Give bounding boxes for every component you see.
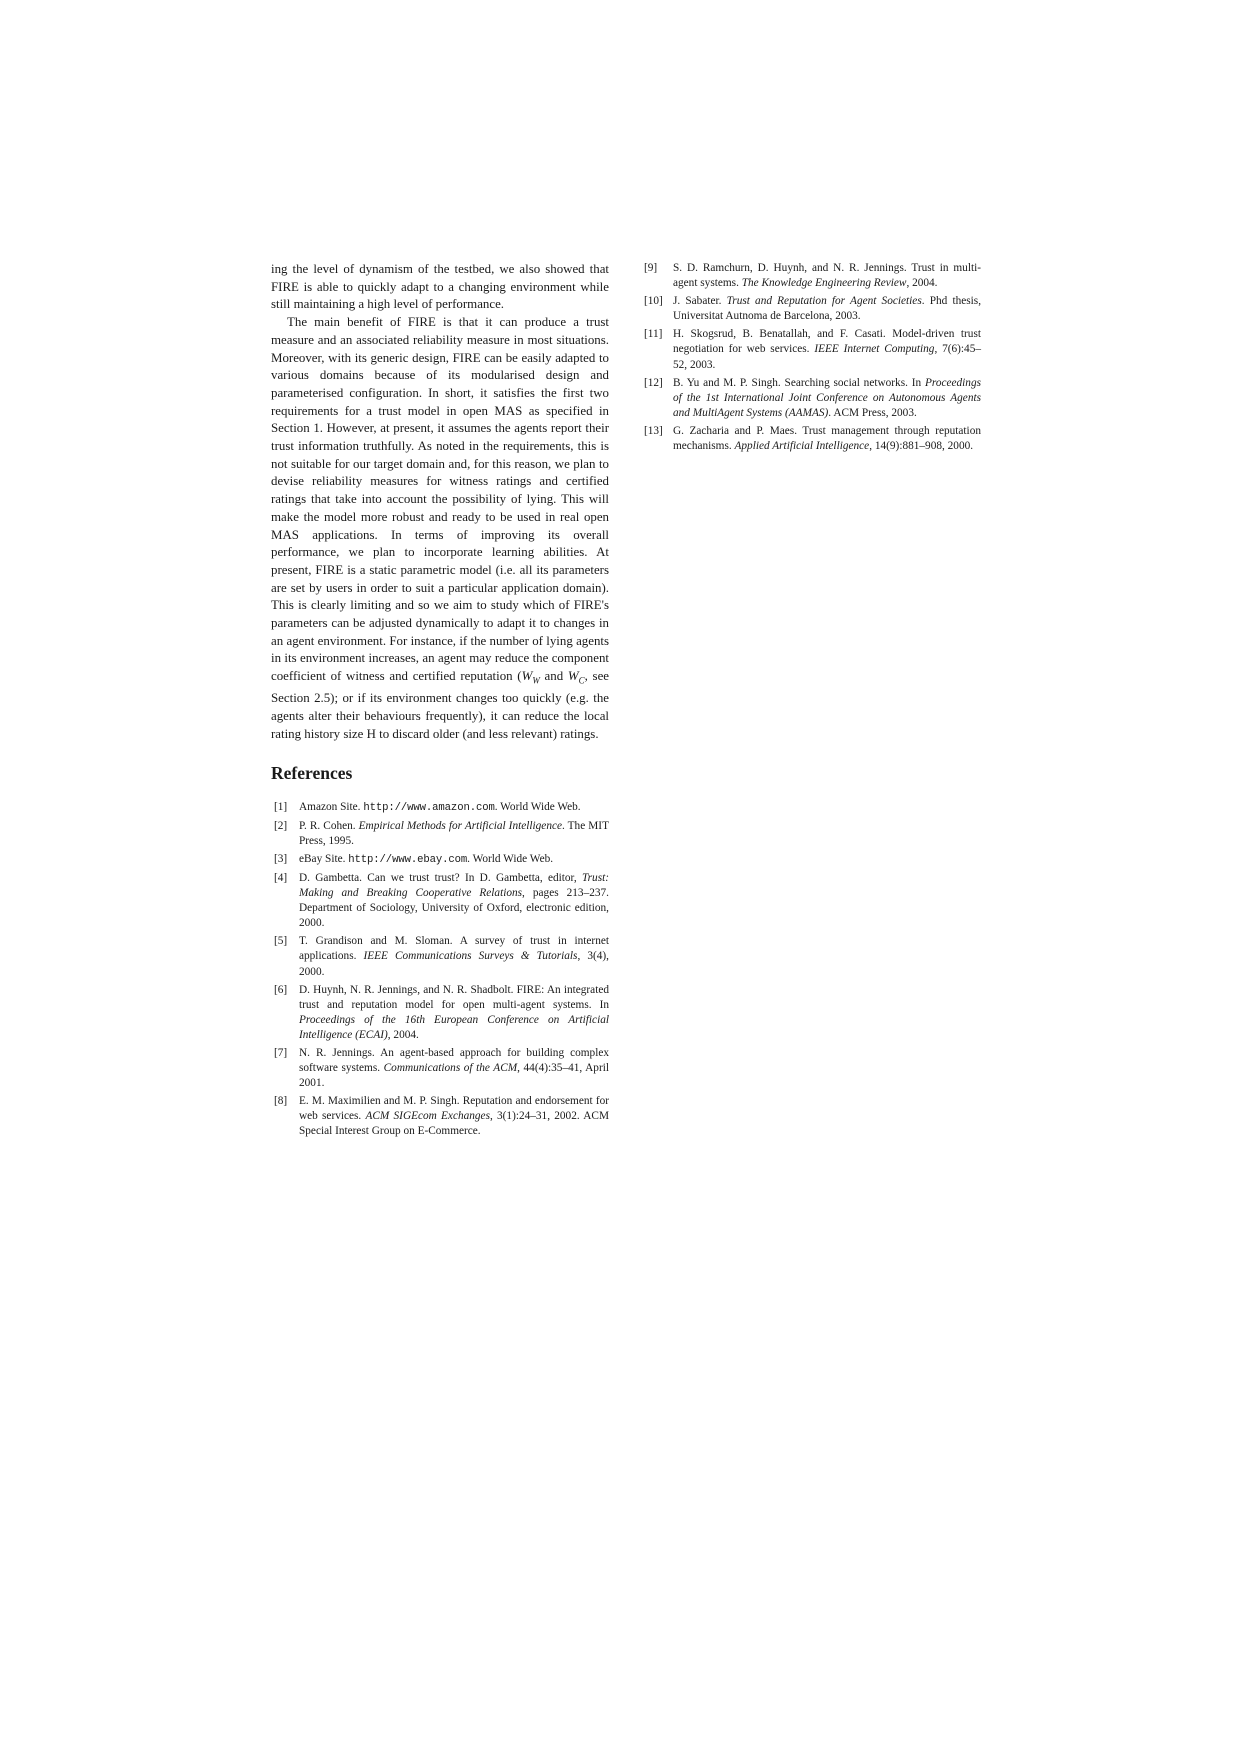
reference-text: IEEE Internet Computing (814, 343, 935, 356)
reference-number: [10] (644, 295, 663, 308)
reference-item (271, 871, 609, 931)
left-column (271, 261, 609, 1143)
reference-number: [8] (274, 1095, 288, 1108)
reference-number: [1] (274, 800, 288, 813)
reference-text: G. Zacharia and P. Maes. Trust management through reputation mechanisms. (673, 424, 981, 453)
reference-text: Applied Artificial Intelligence (734, 440, 870, 453)
reference-text: . ACM Press, 2003. (828, 406, 917, 419)
reference-text: eBay Site. (299, 852, 349, 865)
reference-text: E. M. Maximilien and M. P. Singh. Reputation and endorsement for web services. (299, 1095, 609, 1123)
reference-number: [2] (274, 819, 288, 832)
reference-text: H. Skogsrud, B. Benatallah, and F. Casati. Model-driven trust negotiation for web services. (673, 328, 981, 356)
reference-number: [4] (274, 871, 288, 884)
reference-item (271, 852, 609, 868)
reference-number: [3] (274, 852, 288, 865)
reference-item (271, 983, 609, 1043)
reference-text: , 2004. (387, 1028, 419, 1041)
reference-text: P. R. Cohen. (299, 819, 359, 832)
reference-item (641, 327, 981, 372)
reference-number: [6] (274, 983, 288, 996)
references-heading: References (271, 762, 353, 783)
reference-text: . Phd thesis, Universitat Autnoma de Barcelona, 2003. (673, 295, 982, 323)
reference-text: , 44(4):35–41, April 2001. (299, 1062, 609, 1090)
reference-text: Communications of the ACM (383, 1062, 518, 1075)
reference-text: Trust: Making and Breaking Cooperative Relations (299, 871, 609, 900)
reference-item (641, 376, 981, 421)
body-paragraph: The main benefit of FIRE is that it can produce a trust measure and an associated reliability measure in most situations. Moreover, with its generic design, FIRE can be easily adapted to various domains because of its modularised design and parameterised configuration. In short, it satisfies the first two requirements for a trust model in open MAS as specified in Section 1. However, at present, it assumes the agents report their trust information truthfully. As noted in the requirements, this is not suitable for our target domain and, for this reason, we plan to devise reliability measures for witness ratings and certified ratings that take into account the possibility of lying. This will make the model more robust and ready to be used in real open MAS applications. In terms of improving its overall performance, we plan to incorporate learning abilities. At present, FIRE is a static parametric model (i.e. all its parameters are set by users in order to suit a particular application domain). This is clearly limiting and so we aim to study which of FIRE's parameters can be adjusted dynamically to adapt it to changes in an agent environment. For instance, if the number of lying agents in its environment increases, an agent may reduce the component coefficient of witness and certified reputation ($W_W$ and $W_C$, see Section 2.5); or if its environment changes too quickly (e.g. the agents alter their behaviours frequently), it can reduce the local rating history size H to discard older (and less relevant) ratings. (271, 315, 610, 741)
reference-number: [7] (274, 1046, 288, 1059)
reference-text: . World Wide Web. (467, 852, 554, 865)
reference-list (641, 261, 981, 454)
reference-item (641, 424, 981, 454)
reference-url: http://www.amazon.com (363, 801, 495, 814)
reference-text: , 14(9):881–908, 2000. (869, 440, 974, 453)
reference-text: Proceedings of the 16th European Conference on Artificial Intelligence (ECAI) (299, 1013, 609, 1041)
reference-number: [11] (644, 328, 663, 341)
reference-text: ACM SIGEcom Exchanges (365, 1110, 490, 1123)
reference-text: S. D. Ramchurn, D. Huynh, and N. R. Jennings. Trust in multi-agent systems. (673, 262, 981, 290)
reference-item (641, 294, 981, 324)
reference-list (271, 800, 609, 1140)
reference-text: , 2004. (906, 277, 938, 290)
reference-item (271, 800, 609, 816)
reference-item (271, 1094, 609, 1139)
reference-text: J. Sabater. (673, 295, 727, 308)
reference-text: The Knowledge Engineering Review (741, 277, 907, 290)
reference-item (271, 1046, 609, 1091)
reference-text: Proceedings of the 1st International Joint Conference on Autonomous Agents and MultiAgent Systems (AAMAS) (673, 376, 981, 419)
reference-number: [9] (644, 262, 658, 274)
reference-item (271, 934, 609, 979)
right-column (641, 261, 981, 457)
reference-text: Amazon Site. (299, 800, 364, 813)
reference-number: [13] (644, 424, 663, 437)
reference-url: http://www.ebay.com (348, 853, 468, 866)
reference-item (271, 819, 609, 849)
body-paragraph: ing the level of dynamism of the testbed, we also showed that FIRE is able to quickly adapt to a changing environment while still maintaining a high level of performance. (271, 262, 609, 312)
reference-number: [5] (274, 935, 288, 948)
reference-text: N. R. Jennings. An agent-based approach for building complex software systems. (299, 1046, 609, 1075)
reference-text: IEEE Communications Surveys & Tutorials (363, 950, 578, 963)
reference-text: , pages 213–237. Department of Sociology, University of Oxford, electronic edition, 2000. (299, 887, 609, 930)
reference-text: Empirical Methods for Artificial Intelligence (358, 819, 562, 832)
reference-text: , 3(1):24–31, 2002. ACM Special Interest Group on E-Commerce. (299, 1110, 609, 1138)
reference-text: D. Huynh, N. R. Jennings, and N. R. Shadbolt. FIRE: An integrated trust and reputation model for open multi-agent systems. In (299, 983, 609, 1011)
reference-item (641, 261, 981, 291)
reference-text: . World Wide Web. (494, 800, 581, 813)
reference-text: B. Yu and M. P. Singh. Searching social networks. In (673, 376, 925, 389)
reference-number: [12] (644, 376, 663, 389)
reference-text: Trust and Reputation for Agent Societies (726, 295, 922, 308)
reference-text: , 3(4), 2000. (299, 950, 609, 978)
reference-text: D. Gambetta. Can we trust trust? In D. Gambetta, editor, (299, 871, 582, 884)
reference-text: , 7(6):45–52, 2003. (673, 343, 981, 371)
reference-text: . The MIT Press, 1995. (299, 819, 609, 847)
reference-text: T. Grandison and M. Sloman. A survey of trust in internet applications. (299, 935, 609, 963)
